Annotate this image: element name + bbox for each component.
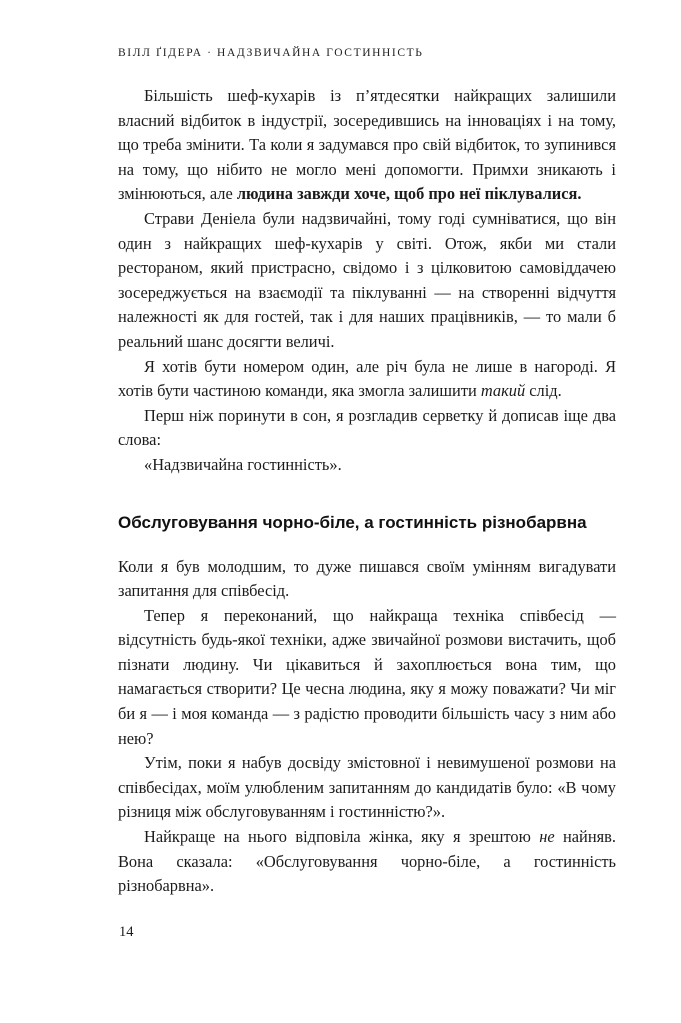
text-run: Обслуговування чорно-біле, а гостинність різнобарвна [118,512,587,532]
paragraph [118,404,616,453]
section-heading [118,510,616,535]
text-run: Страви Деніела були надзвичайні, тому годі сумніватися, що він один з найкращих шеф-кухарів у світі. Отож, якби ми стали рестораном, який пристрасно, свідомо і з цілковитою самовіддачею зосереджується на взаємодії та піклуванні — на створенні відчуття належності як для гостей, так і для наших працівників, — то мали б реальний шанс досягти величі. [118,208,616,351]
paragraph [118,453,616,478]
text-run: слід. [525,381,562,401]
paragraph [118,751,616,825]
text-run: Тепер я переконаний, що найкраща техніка співбесід — відсутність будь-якої техніки, адже звичайної розмови вистачить, щоб пізнати людину. Чи цікавиться й захоплюється вона тим, що намагається створити? Це чесна людина, яку я можу поважати? Чи міг би я — і моя команда — з радістю проводити більшість часу з ним або нею? [118,605,616,748]
paragraph [118,84,616,207]
running-header: ВІЛЛ ҐІДЕРА · НАДЗВИЧАЙНА ГОСТИННІСТЬ [118,47,424,59]
paragraph [118,207,616,355]
italic-text-run: такий [480,381,526,401]
paragraph [118,604,616,752]
text-run: Найкраще на нього відповіла жінка, яку я зрештою [144,827,540,847]
page-body [118,84,616,899]
text-run: Більшість шеф-кухарів із п’ятдесятки найкращих залишили власний відбиток в індустрії, зосередившись на інноваціях і на тому, що треба змінити. Та коли я задумався про свій відбиток, то зупинився на тому, що нібито не могло мені допомогти. Примхи зникають і змінюються, але [118,86,616,204]
paragraph [118,355,616,404]
text-run: «Надзвичайна гостинність». [144,454,342,474]
page-number: 14 [119,924,134,940]
paragraph [118,825,616,899]
text-run: Утім, поки я набув досвіду змістовної і невимушеної розмови на співбесідах, моїм улюбленим запитанням до кандидатів було: «В чому різниця між обслуговуванням і гостинністю?». [118,753,616,822]
italic-text-run: не [539,827,555,847]
text-run: Я хотів бути номером один, але річ була не лише в нагороді. Я хотів бути частиною команди, яка змогла залишити [118,356,616,401]
text-run: Перш ніж поринути в сон, я розгладив серветку й дописав іще два слова: [118,405,616,450]
text-run: найняв. Вона сказала: «Обслуговування чорно-біле, а гостинність різнобарвна». [118,827,616,896]
text-run: Коли я був молодшим, то дуже пишався своїм умінням вигадувати запитання для співбесід. [118,556,616,601]
bold-text-run: людина завжди хоче, щоб про неї піклувалися. [236,184,582,204]
paragraph [118,555,616,604]
